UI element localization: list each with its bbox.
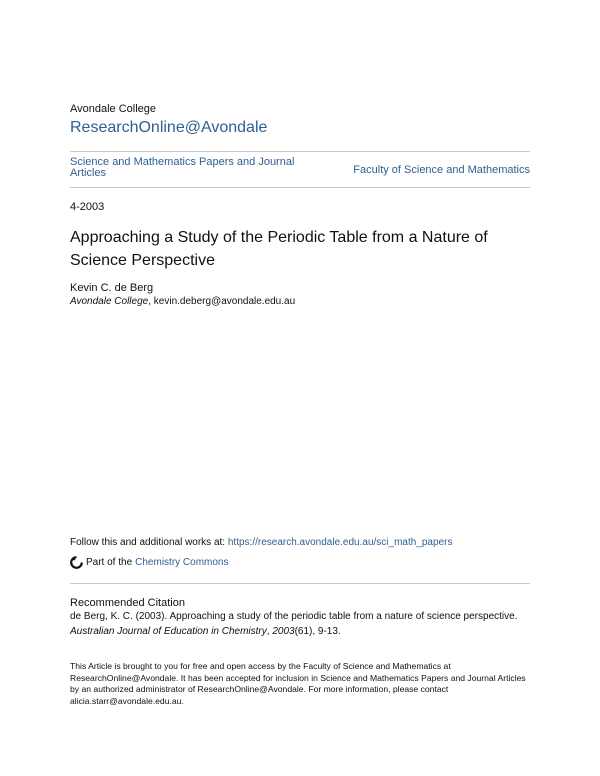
collection-link-faculty[interactable]: Faculty of Science and Mathematics <box>353 164 530 176</box>
article-title: Approaching a Study of the Periodic Table from a Nature of Science Perspective <box>70 229 488 269</box>
author-name: Kevin C. de Berg <box>70 282 154 294</box>
affiliation-separator: , <box>148 296 154 307</box>
citation-line-2 <box>70 626 341 637</box>
citation-line-1: de Berg, K. C. (2003). Approaching a study of the periodic table from a nature of science perspective. <box>70 611 518 622</box>
contact-email-link[interactable]: alicia.starr@avondale.edu.au <box>70 695 182 706</box>
divider-top <box>70 151 530 152</box>
part-of-prefix: Part of the <box>86 557 133 568</box>
institution-name: Avondale College <box>70 103 157 115</box>
citation-comma: , <box>266 626 273 637</box>
notice-text: This Article is brought to you for free and open access by the Faculty of Science and Mathematics at ResearchOnline@Avondale. It has been accepted for inclusion in Science and Mathematics Papers and Journal Articles by an authorized administrator of ResearchOnline@Avondale. For more information, please contact <box>70 661 526 694</box>
recommended-citation-heading: Recommended Citation <box>70 597 185 609</box>
citation-details: (61), 9-13. <box>294 626 341 637</box>
publication-date: 4-2003 <box>70 201 105 213</box>
chemistry-commons-link[interactable]: Chemistry Commons <box>135 557 229 568</box>
commons-icon <box>70 556 83 569</box>
citation-journal: Australian Journal of Education in Chemistry <box>70 626 267 637</box>
affiliation-institution: Avondale College <box>70 296 149 307</box>
part-of-line <box>70 556 229 569</box>
follow-url-link[interactable]: https://research.avondale.edu.au/sci_math_papers <box>227 537 453 548</box>
follow-line <box>70 537 452 548</box>
access-notice <box>70 661 530 707</box>
citation-journal-year: 2003 <box>272 626 295 637</box>
follow-prefix: Follow this and additional works at: <box>70 537 228 548</box>
repository-title-link[interactable]: ResearchOnline@Avondale <box>70 119 268 136</box>
notice-end: . <box>181 695 184 706</box>
author-affiliation <box>70 296 295 307</box>
divider-collections <box>70 187 530 188</box>
collection-link-papers[interactable]: Science and Mathematics Papers and Journal Articles <box>70 156 295 179</box>
author-email: kevin.deberg@avondale.edu.au <box>153 296 296 307</box>
divider-citation <box>70 583 530 584</box>
